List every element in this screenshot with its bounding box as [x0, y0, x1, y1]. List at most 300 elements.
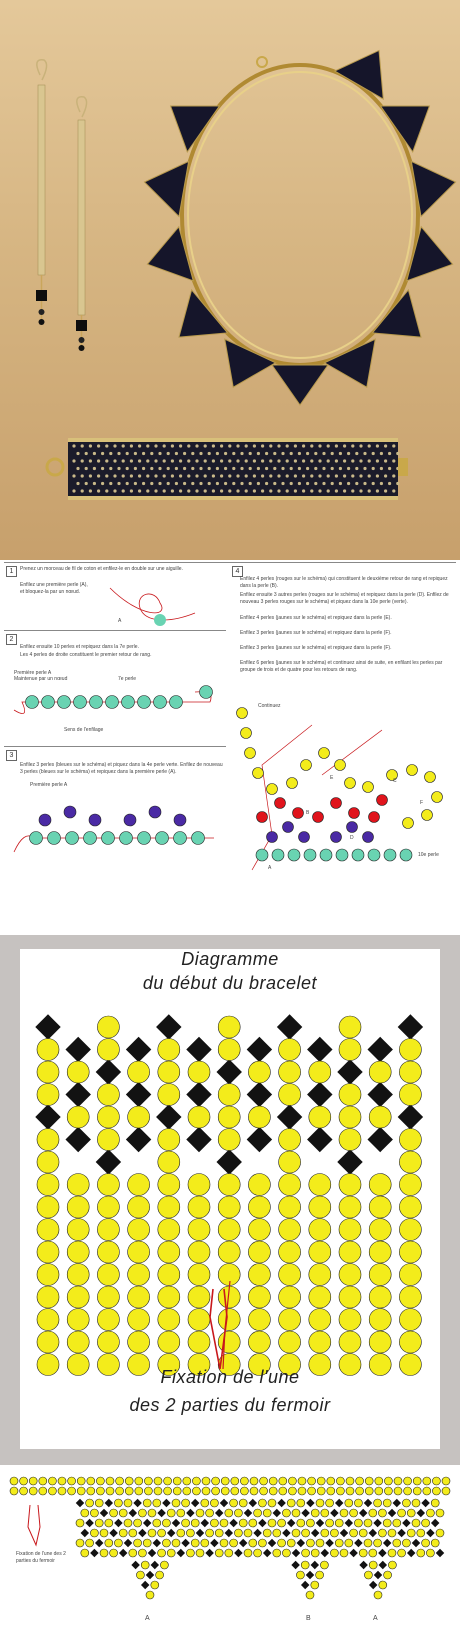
bracelet-bead [355, 467, 358, 470]
purple-bead [124, 814, 136, 826]
bracelet-bead [363, 467, 366, 470]
step-4-label-continuez: Continuez [258, 703, 281, 709]
bracelet-bead [396, 482, 399, 485]
bracelet-bead [265, 452, 268, 455]
black-bead [335, 1499, 343, 1507]
black-bead [181, 1539, 189, 1547]
bracelet-bead [380, 467, 383, 470]
bracelet-bead [81, 444, 84, 447]
bracelet-bead [167, 452, 170, 455]
yellow-bead [158, 1039, 180, 1061]
yellow-bead [431, 1499, 439, 1507]
yellow-bead [237, 708, 248, 719]
yellow-bead [306, 1591, 314, 1599]
yellow-bead [37, 1084, 59, 1106]
yellow-bead [114, 1539, 122, 1547]
bracelet-bead [228, 489, 231, 492]
bracelet-bead [175, 452, 178, 455]
step-2-label-direction: Sens de l'enfilage [64, 727, 104, 733]
bracelet-bead [286, 459, 289, 462]
bracelet-bead [339, 467, 342, 470]
bracelet-bead [224, 467, 227, 470]
teal-bead [352, 849, 364, 861]
black-bead [273, 1509, 281, 1517]
black-bead [378, 1549, 386, 1557]
yellow-bead [279, 1309, 301, 1331]
yellow-bead [231, 1487, 239, 1495]
yellow-bead [158, 1241, 180, 1263]
black-bead [397, 1529, 405, 1537]
bracelet-bead [130, 444, 133, 447]
yellow-bead [158, 1309, 180, 1331]
bracelet-bead [384, 444, 387, 447]
yellow-bead [282, 1509, 290, 1517]
yellow-bead [68, 1487, 76, 1495]
yellow-bead [422, 1519, 430, 1527]
yellow-bead [254, 1509, 262, 1517]
yellow-bead [364, 1539, 372, 1547]
yellow-bead [218, 1196, 240, 1218]
yellow-bead [67, 1286, 89, 1308]
bracelet-bead [138, 444, 141, 447]
instructions-panel [0, 560, 460, 935]
bracelet-bead [343, 459, 346, 462]
bracelet-bead [220, 474, 223, 477]
bracelet-bead [306, 482, 309, 485]
teal-bead [384, 849, 396, 861]
yellow-bead [87, 1477, 95, 1485]
yellow-bead [37, 1241, 59, 1263]
purple-bead [283, 822, 294, 833]
yellow-bead [316, 1571, 324, 1579]
yellow-bead [250, 1487, 258, 1495]
step-1-figure [100, 578, 210, 628]
yellow-bead [263, 1509, 271, 1517]
bracelet-bead [236, 489, 239, 492]
bracelet-bead [76, 467, 79, 470]
yellow-bead [350, 1509, 358, 1517]
step-4-label-f: F [420, 800, 424, 806]
yellow-bead [317, 1477, 325, 1485]
black-bead [431, 1519, 439, 1527]
bracelet-bead [183, 482, 186, 485]
black-bead [306, 1571, 314, 1579]
yellow-bead [388, 1529, 396, 1537]
bracelet-bead [249, 467, 252, 470]
yellow-bead [240, 1477, 248, 1485]
yellow-bead [95, 1499, 103, 1507]
black-bead [65, 1037, 90, 1062]
yellow-bead [96, 1487, 104, 1495]
yellow-bead [254, 1549, 262, 1557]
yellow-bead [134, 1519, 142, 1527]
bracelet-bead [388, 482, 391, 485]
black-bead [129, 1509, 137, 1517]
bracelet-bead [273, 482, 276, 485]
yellow-bead [269, 1477, 277, 1485]
diagram-title-line1: Diagramme [181, 949, 279, 969]
yellow-bead [143, 1539, 151, 1547]
strip-caption: Fixation de l'une des 2 parties du fermoir [16, 1551, 66, 1564]
bracelet-bead [322, 467, 325, 470]
black-bead [345, 1519, 353, 1527]
yellow-bead [339, 1016, 361, 1038]
yellow-bead [196, 1509, 204, 1517]
black-bead [141, 1581, 149, 1589]
yellow-bead [417, 1529, 425, 1537]
yellow-bead [202, 1487, 210, 1495]
yellow-bead [90, 1509, 98, 1517]
yellow-bead [279, 1477, 287, 1485]
bracelet-bead [359, 489, 362, 492]
step-1-bullet: Enfilez une première perle (A), et bloquez-la par un nœud. [20, 582, 88, 595]
step-1-text: Prenez un morceau de fil de coton et enfilez-le en double sur une aiguille. [20, 566, 183, 572]
black-bead [369, 1581, 377, 1589]
black-bead [249, 1499, 257, 1507]
yellow-bead [97, 1106, 119, 1128]
bracelet-bead [253, 459, 256, 462]
bracelet-bead [273, 467, 276, 470]
step-4-text-1: Enfilez 4 perles (rouges sur le schéma) qui constituent le deuxième retour de rang et repiquez dans la perle (B). [240, 576, 448, 589]
yellow-bead [330, 1549, 338, 1557]
bracelet-bead [376, 489, 379, 492]
yellow-bead [128, 1061, 150, 1083]
black-bead [369, 1529, 377, 1537]
yellow-bead [148, 1509, 156, 1517]
yellow-bead [138, 1509, 146, 1517]
yellow-bead [128, 1331, 150, 1353]
yellow-bead [128, 1264, 150, 1286]
teal-bead [106, 696, 119, 709]
yellow-bead [321, 1509, 329, 1517]
bracelet-bead [179, 489, 182, 492]
yellow-bead [37, 1151, 59, 1173]
yellow-bead [128, 1196, 150, 1218]
yellow-bead [407, 1509, 415, 1517]
bracelet-bead [212, 489, 215, 492]
yellow-bead [383, 1519, 391, 1527]
yellow-bead [340, 1509, 348, 1517]
yellow-bead [309, 1061, 331, 1083]
yellow-bead [399, 1309, 421, 1331]
bracelet-bead [154, 474, 157, 477]
bracelet-bead [343, 489, 346, 492]
bracelet-bead [208, 452, 211, 455]
yellow-bead [394, 1477, 402, 1485]
black-bead [172, 1519, 180, 1527]
bracelet-bead [281, 482, 284, 485]
yellow-bead [279, 1039, 301, 1061]
bracelet-bead [376, 444, 379, 447]
yellow-bead [158, 1174, 180, 1196]
yellow-bead [116, 1487, 124, 1495]
teal-bead [26, 696, 39, 709]
yellow-bead [399, 1264, 421, 1286]
yellow-bead [426, 1509, 434, 1517]
yellow-bead [388, 1549, 396, 1557]
bracelet-bead [240, 467, 243, 470]
black-bead [282, 1529, 290, 1537]
black-bead [367, 1037, 392, 1062]
yellow-bead [345, 1539, 353, 1547]
diagram-caption-line1: Fixation de l'une [160, 1367, 300, 1387]
yellow-bead [156, 1571, 164, 1579]
yellow-bead [404, 1487, 412, 1495]
yellow-bead [308, 1477, 316, 1485]
bracelet-bead [335, 474, 338, 477]
yellow-bead [201, 1499, 209, 1507]
yellow-bead [158, 1529, 166, 1537]
black-bead [157, 1509, 165, 1517]
black-bead [133, 1499, 141, 1507]
yellow-bead [106, 1487, 114, 1495]
bracelet-bead [265, 482, 268, 485]
yellow-bead [369, 1264, 391, 1286]
bracelet-bead [339, 452, 342, 455]
necklace-triangle [147, 227, 193, 281]
bracelet-bead [76, 482, 79, 485]
bracelet-bead [216, 482, 219, 485]
yellow-bead [442, 1487, 450, 1495]
yellow-bead [119, 1529, 127, 1537]
bracelet-bead [318, 459, 321, 462]
yellow-bead [37, 1061, 59, 1083]
bracelet-bead [199, 452, 202, 455]
step-4-label-a: A [268, 865, 272, 871]
bracelet-bead [314, 482, 317, 485]
yellow-bead [279, 1219, 301, 1241]
bracelet-bead [388, 452, 391, 455]
bracelet-bead [392, 474, 395, 477]
yellow-bead [124, 1519, 132, 1527]
black-bead [35, 1104, 60, 1129]
bracelet-bead [134, 452, 137, 455]
yellow-bead [436, 1529, 444, 1537]
yellow-bead [339, 1196, 361, 1218]
bracelet-bead [355, 452, 358, 455]
yellow-bead [309, 1286, 331, 1308]
yellow-bead [119, 1509, 127, 1517]
necklace-triangle [225, 339, 276, 387]
yellow-bead [403, 818, 414, 829]
black-bead [330, 1509, 338, 1517]
black-bead [388, 1509, 396, 1517]
yellow-bead [148, 1529, 156, 1537]
teal-bead [200, 686, 213, 699]
step-2-text: Enfilez ensuite 10 perles et repiquez dans la 7e perle. [20, 644, 139, 650]
black-bead [95, 1539, 103, 1547]
bracelet-bead [195, 474, 198, 477]
bracelet-bead [101, 452, 104, 455]
bracelet-bead [343, 474, 346, 477]
yellow-bead [309, 1196, 331, 1218]
step-1-number: 1 [6, 566, 17, 577]
yellow-bead [399, 1151, 421, 1173]
bracelet-bead [245, 474, 248, 477]
yellow-bead [359, 1529, 367, 1537]
bracelet-bead [212, 459, 215, 462]
teal-bead [90, 696, 103, 709]
yellow-bead [245, 748, 256, 759]
black-bead [307, 1037, 332, 1062]
yellow-bead [279, 1286, 301, 1308]
yellow-bead [218, 1174, 240, 1196]
bracelet-bead [347, 452, 350, 455]
bracelet-bead [89, 489, 92, 492]
yellow-bead [37, 1219, 59, 1241]
yellow-bead [399, 1241, 421, 1263]
yellow-bead [29, 1477, 37, 1485]
bracelet-bead [187, 459, 190, 462]
step-2-number: 2 [6, 634, 17, 645]
bracelet-bead [187, 489, 190, 492]
yellow-bead [240, 1487, 248, 1495]
yellow-bead [177, 1509, 185, 1517]
purple-bead [347, 822, 358, 833]
yellow-bead [158, 1219, 180, 1241]
yellow-bead [248, 1264, 270, 1286]
yellow-bead [202, 1477, 210, 1485]
yellow-bead [172, 1499, 180, 1507]
bracelet-bead [89, 459, 92, 462]
black-bead [65, 1082, 90, 1107]
yellow-bead [316, 1539, 324, 1547]
yellow-bead [218, 1264, 240, 1286]
yellow-bead [369, 1561, 377, 1569]
bracelet-bead [171, 489, 174, 492]
yellow-bead [340, 1549, 348, 1557]
black-bead [216, 1149, 241, 1174]
yellow-bead [306, 1519, 314, 1527]
step-3-label-first: Première perle A [30, 782, 68, 788]
bracelet-bead [240, 482, 243, 485]
bracelet-bead [97, 489, 100, 492]
yellow-bead [384, 1487, 392, 1495]
teal-bead [170, 696, 183, 709]
yellow-bead [282, 1549, 290, 1557]
black-bead [340, 1529, 348, 1537]
red-bead [293, 808, 304, 819]
yellow-bead [97, 1016, 119, 1038]
bracelet-bead [228, 459, 231, 462]
bracelet-bead [335, 444, 338, 447]
yellow-bead [128, 1309, 150, 1331]
yellow-bead [162, 1519, 170, 1527]
bracelet-bead [372, 452, 375, 455]
yellow-bead [364, 1571, 372, 1579]
bracelet-bead [204, 444, 207, 447]
teal-bead [120, 832, 133, 845]
bracelet-bead [245, 459, 248, 462]
yellow-bead [288, 1477, 296, 1485]
necklace-diagram-strip [0, 1465, 460, 1631]
step-4-figure [232, 705, 460, 880]
bracelet-bead [85, 467, 88, 470]
bracelet-bead [232, 467, 235, 470]
bracelet-bead [359, 459, 362, 462]
bracelet-bead [93, 482, 96, 485]
red-bead [349, 808, 360, 819]
yellow-bead [86, 1499, 94, 1507]
yellow-bead [173, 1487, 181, 1495]
bracelet-bead [318, 489, 321, 492]
yellow-bead [20, 1477, 28, 1485]
black-bead [383, 1539, 391, 1547]
bracelet-bead [306, 452, 309, 455]
black-bead [177, 1549, 185, 1557]
yellow-bead [326, 1499, 334, 1507]
yellow-bead [206, 1529, 214, 1537]
yellow-bead [369, 1174, 391, 1196]
bracelet-bead [175, 467, 178, 470]
purple-bead [174, 814, 186, 826]
necklace-triangle [272, 365, 328, 405]
black-bead [247, 1082, 272, 1107]
bracelet-bead [81, 489, 84, 492]
yellow-bead [309, 1331, 331, 1353]
black-bead [153, 1539, 161, 1547]
yellow-bead [116, 1477, 124, 1485]
bracelet-bead [269, 489, 272, 492]
black-bead [225, 1529, 233, 1537]
yellow-bead [311, 1549, 319, 1557]
yellow-bead [188, 1309, 210, 1331]
black-bead [311, 1561, 319, 1569]
bracelet-bead [290, 452, 293, 455]
bracelet-bead [97, 444, 100, 447]
bracelet-bead [236, 444, 239, 447]
yellow-bead [301, 1561, 309, 1569]
yellow-bead [10, 1477, 18, 1485]
yellow-bead [248, 1241, 270, 1263]
bracelet-bead [351, 489, 354, 492]
bracelet-bead [277, 459, 280, 462]
yellow-bead [369, 1196, 391, 1218]
black-bead [100, 1509, 108, 1517]
yellow-bead [151, 1581, 159, 1589]
bracelet-bead [130, 489, 133, 492]
yellow-bead [374, 1499, 382, 1507]
yellow-bead [378, 1529, 386, 1537]
black-bead [186, 1127, 211, 1152]
red-bead [369, 812, 380, 823]
yellow-bead [186, 1549, 194, 1557]
bracelet-bead [257, 452, 260, 455]
purple-bead [39, 814, 51, 826]
yellow-bead [279, 1129, 301, 1151]
bracelet-bead [105, 489, 108, 492]
yellow-bead [369, 1286, 391, 1308]
yellow-bead [369, 1061, 391, 1083]
yellow-bead [196, 1549, 204, 1557]
yellow-bead [369, 1219, 391, 1241]
bracelet-bead [208, 482, 211, 485]
bracelet-bead [126, 482, 129, 485]
yellow-bead [302, 1549, 310, 1557]
yellow-bead [183, 1477, 191, 1485]
bracelet-bead [351, 444, 354, 447]
yellow-bead [248, 1309, 270, 1331]
yellow-bead [106, 1477, 114, 1485]
yellow-bead [128, 1241, 150, 1263]
yellow-bead [356, 1477, 364, 1485]
purple-bead [363, 832, 374, 843]
bracelet-bead [85, 452, 88, 455]
yellow-bead [153, 1519, 161, 1527]
yellow-bead [279, 1061, 301, 1083]
yellow-bead [67, 1196, 89, 1218]
black-bead [156, 1104, 181, 1129]
